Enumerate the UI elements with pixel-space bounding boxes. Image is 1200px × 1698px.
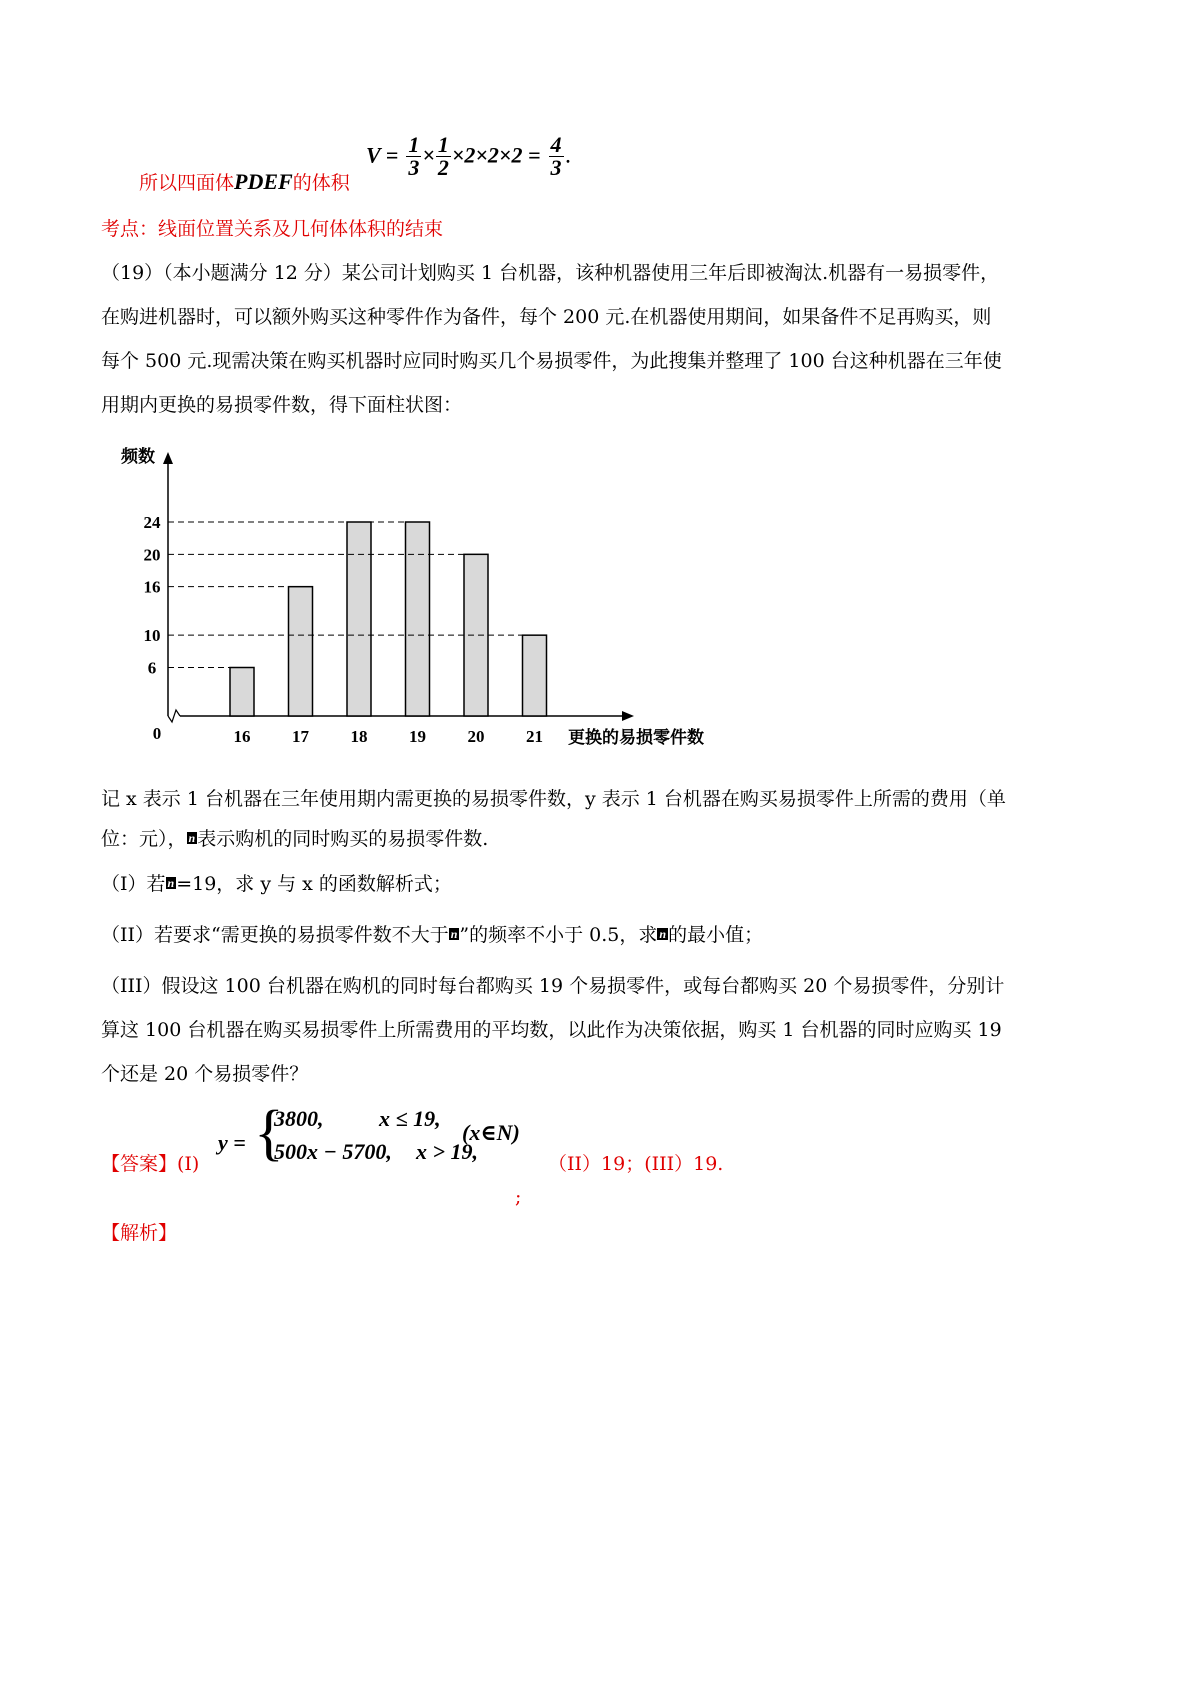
definition-line-2 (101, 828, 488, 850)
definition-line-1: 记 x 表示 1 台机器在三年使用期内需更换的易损零件数，y 表示 1 台机器在购买易损零件上所需的费用（单 (101, 788, 1006, 810)
fraction-denominator: 2 (437, 155, 449, 180)
question-3-line-3: 个还是 20 个易损零件？ (101, 1063, 309, 1085)
question-2 (101, 924, 763, 946)
answer-rest: （II）19；(III）19. (548, 1153, 724, 1175)
bar (347, 522, 371, 716)
y-tick-label: 6 (147, 658, 157, 678)
piecewise-lhs: y = (218, 1130, 246, 1155)
bar (406, 522, 430, 716)
y-tick-label: 20 (143, 545, 161, 565)
x-tick-label: 20 (467, 727, 485, 746)
y-axis-arrow-icon (163, 452, 173, 464)
solid-name: PDEF (234, 169, 293, 194)
case-1-condition: x ≤ 19, (379, 1106, 441, 1131)
fraction-numerator: 1 (437, 132, 449, 157)
bar (230, 668, 254, 717)
y-axis-label: 频数 (121, 447, 155, 466)
x-axis-label: 更换的易损零件数 (568, 728, 704, 747)
definition-n-meaning: 表示购机的同时购买的易损零件数. (197, 828, 489, 850)
case-2-condition: x > 19, (416, 1139, 479, 1164)
fraction-denominator: 3 (550, 155, 562, 180)
formula-end: . (564, 143, 572, 169)
y-tick-label: 10 (143, 626, 161, 646)
problem-line-2: 在购进机器时，可以额外购买这种零件作为备件，每个 200 元.在机器使用期间，如果备件不足再购买，则 (101, 306, 992, 328)
x-tick-label: 21 (526, 727, 543, 746)
question-2-end: 的最小值； (668, 924, 764, 946)
x-tick-label: 18 (350, 727, 368, 746)
x-tick-label: 17 (292, 727, 309, 746)
axis-break-icon (168, 710, 180, 722)
bar (464, 554, 488, 716)
question-3-line-1: （III）假设这 100 台机器在购机的同时每台都购买 19 个易损零件，或每台都购买 20 个易损零件，分别计 (101, 975, 1005, 997)
formula-lhs: V = (366, 142, 399, 168)
problem-line-4: 用期内更换的易损零件数，得下面柱状图： (101, 394, 463, 416)
bar (523, 635, 547, 716)
question-1-label: （I）若 (101, 873, 166, 895)
piecewise-domain: (x∈N) (462, 1120, 520, 1145)
n-symbol: n (659, 927, 667, 941)
formula-product: ×2×2×2 = (451, 142, 541, 168)
volume-suffix: 的体积 (292, 172, 350, 194)
analysis-label: 【解析】 (101, 1222, 178, 1244)
times-sign: × (422, 142, 435, 168)
definition-unit: 位：元）， (101, 828, 187, 850)
question-1-text: =19，求 y 与 x 的函数解析式； (176, 873, 452, 895)
question-2-label: （II）若要求“需更换的易损零件数不大于 (101, 924, 449, 946)
n-symbol: n (450, 927, 458, 941)
problem-line-1: （19）（本小题满分 12 分）某公司计划购买 1 台机器，该种机器使用三年后即被淘汰.机器有一易损零件， (101, 262, 1000, 284)
answer-label: 【答案】(I) (101, 1153, 200, 1175)
case-1-value: 3800, (274, 1106, 324, 1131)
n-symbol: n (188, 831, 196, 845)
answer-semicolon: ; (515, 1186, 522, 1208)
x-axis-arrow-icon (622, 711, 634, 721)
case-2-value: 500x − 5700, (274, 1139, 392, 1164)
x-tick-label: 19 (409, 727, 426, 746)
fraction-denominator: 3 (408, 155, 420, 180)
question-1 (101, 873, 452, 895)
volume-prefix: 所以四面体 (139, 172, 235, 194)
y-tick-label: 24 (143, 513, 161, 532)
origin-label: 0 (152, 724, 162, 743)
kaodian-note: 考点：线面位置关系及几何体体积的结束 (101, 218, 444, 240)
fraction-numerator: 4 (550, 132, 562, 157)
question-3-line-2: 算这 100 台机器在购买易损零件上所需费用的平均数，以此作为决策依据，购买 1 台机器的同时应购买 19 (101, 1019, 1002, 1041)
fraction-numerator: 1 (408, 132, 420, 157)
left-brace-icon: { (254, 1099, 284, 1167)
bar (289, 587, 313, 716)
n-symbol: n (167, 876, 175, 890)
x-tick-label: 16 (233, 727, 251, 746)
y-tick-label: 16 (143, 577, 161, 597)
problem-line-3: 每个 500 元.现需决策在购买机器时应同时购买几个易损零件，为此搜集并整理了 100 台这种机器在三年使 (101, 350, 1002, 372)
question-2-text: ”的频率不小于 0.5，求 (459, 924, 658, 946)
